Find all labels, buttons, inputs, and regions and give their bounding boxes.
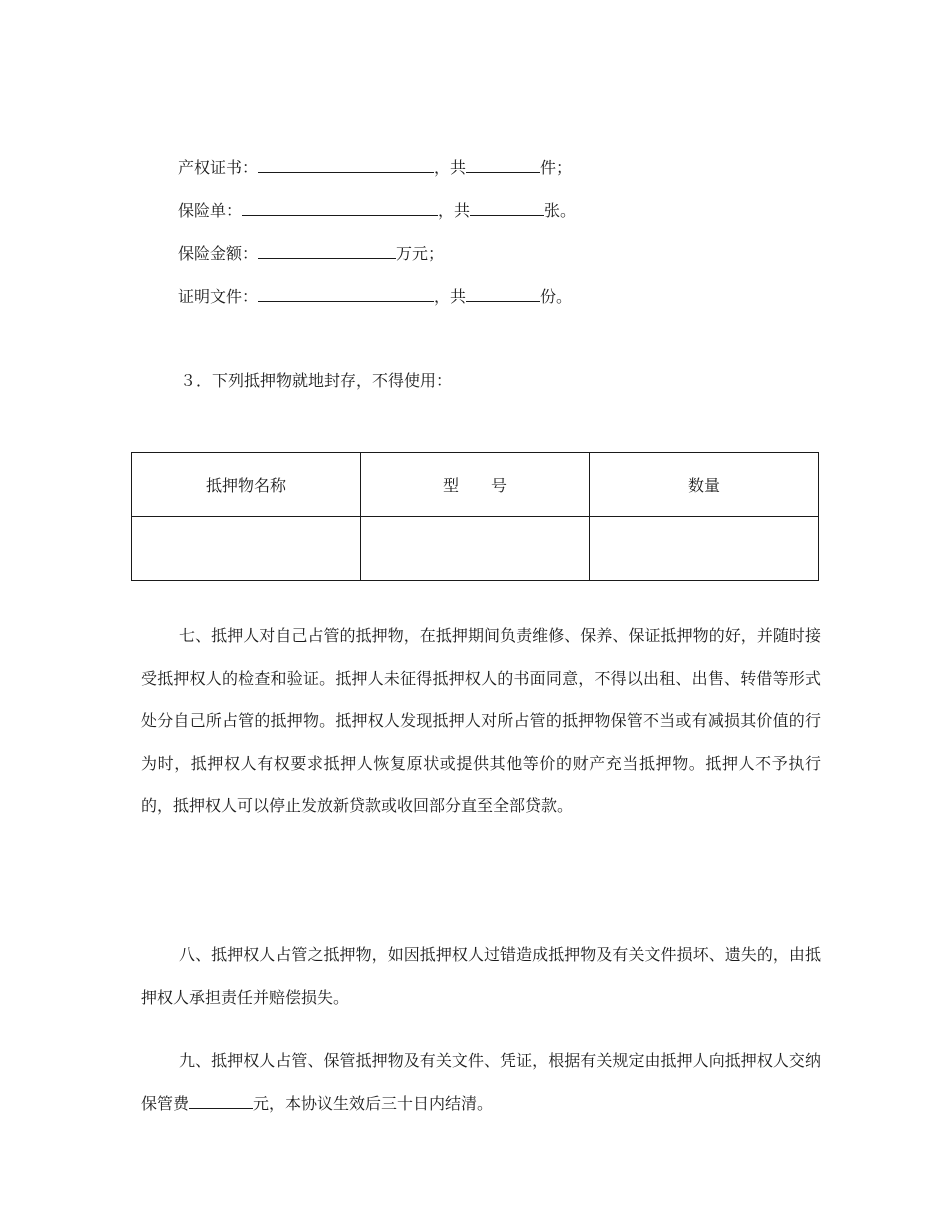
amount-line	[178, 242, 444, 265]
storage-fee-blank[interactable]	[189, 1092, 253, 1109]
policy-unit: 张。	[544, 201, 577, 220]
proof-label: 证明文件：	[178, 287, 259, 306]
clause-9-tail: 元，本协议生效后三十日内结清。	[253, 1093, 494, 1113]
proof-sep: ，共	[434, 287, 467, 306]
table-header-row	[132, 453, 819, 517]
amount-label: 保险金额：	[178, 244, 259, 263]
proof-unit: 份。	[540, 287, 573, 306]
table-row	[132, 517, 819, 581]
clause-9	[141, 1040, 821, 1125]
certificate-label: 产权证书：	[178, 158, 259, 177]
amount-blank[interactable]	[258, 242, 396, 259]
clause-9-text: 九、抵押权人占管、保管抵押物及有关文件、凭证，根据有关规定由抵押人向抵押权人交纳保管费	[141, 1051, 821, 1113]
certificate-sep: ，共	[434, 158, 467, 177]
proof-count-blank[interactable]	[466, 285, 540, 302]
policy-line	[178, 199, 576, 222]
proof-line	[178, 285, 572, 308]
section3-heading: ３．下列抵押物就地封存，不得使用：	[180, 371, 453, 390]
policy-name-blank[interactable]	[242, 199, 438, 216]
certificate-count-blank[interactable]	[466, 156, 540, 173]
clause-7	[141, 615, 821, 828]
policy-label: 保险单：	[178, 201, 243, 220]
policy-count-blank[interactable]	[470, 199, 544, 216]
header-quantity: 数量	[590, 453, 819, 517]
certificate-name-blank[interactable]	[258, 156, 434, 173]
header-model: 型 号	[361, 453, 590, 517]
clause-7-text: 七、抵押人对自己占管的抵押物，在抵押期间负责维修、保养、保证抵押物的好，并随时接受抵押权人的检查和验证。抵押人未征得抵押权人的书面同意，不得以出租、出售、转借等形式处分自己所占管的抵押物。抵押权人发现抵押人对所占管的抵押物保管不当或有减损其价值的行为时，抵押权人有权要求抵押人恢复原状或提供其他等价的财产充当抵押物。抵押人不予执行的，抵押权人可以停止发放新贷款或收回部分直至全部贷款。	[141, 626, 821, 815]
clause-8	[141, 934, 821, 1019]
certificate-line	[178, 156, 572, 179]
certificate-unit: 件；	[540, 158, 573, 177]
cell-model[interactable]	[361, 517, 590, 581]
policy-sep: ，共	[438, 201, 471, 220]
amount-unit: 万元；	[396, 244, 445, 263]
seal-table	[131, 452, 819, 581]
cell-quantity[interactable]	[590, 517, 819, 581]
clause-8-text: 八、抵押权人占管之抵押物，如因抵押权人过错造成抵押物及有关文件损坏、遗失的，由抵押权人承担责任并赔偿损失。	[141, 945, 821, 1007]
header-item-name: 抵押物名称	[132, 453, 361, 517]
cell-item-name[interactable]	[132, 517, 361, 581]
proof-name-blank[interactable]	[258, 285, 434, 302]
